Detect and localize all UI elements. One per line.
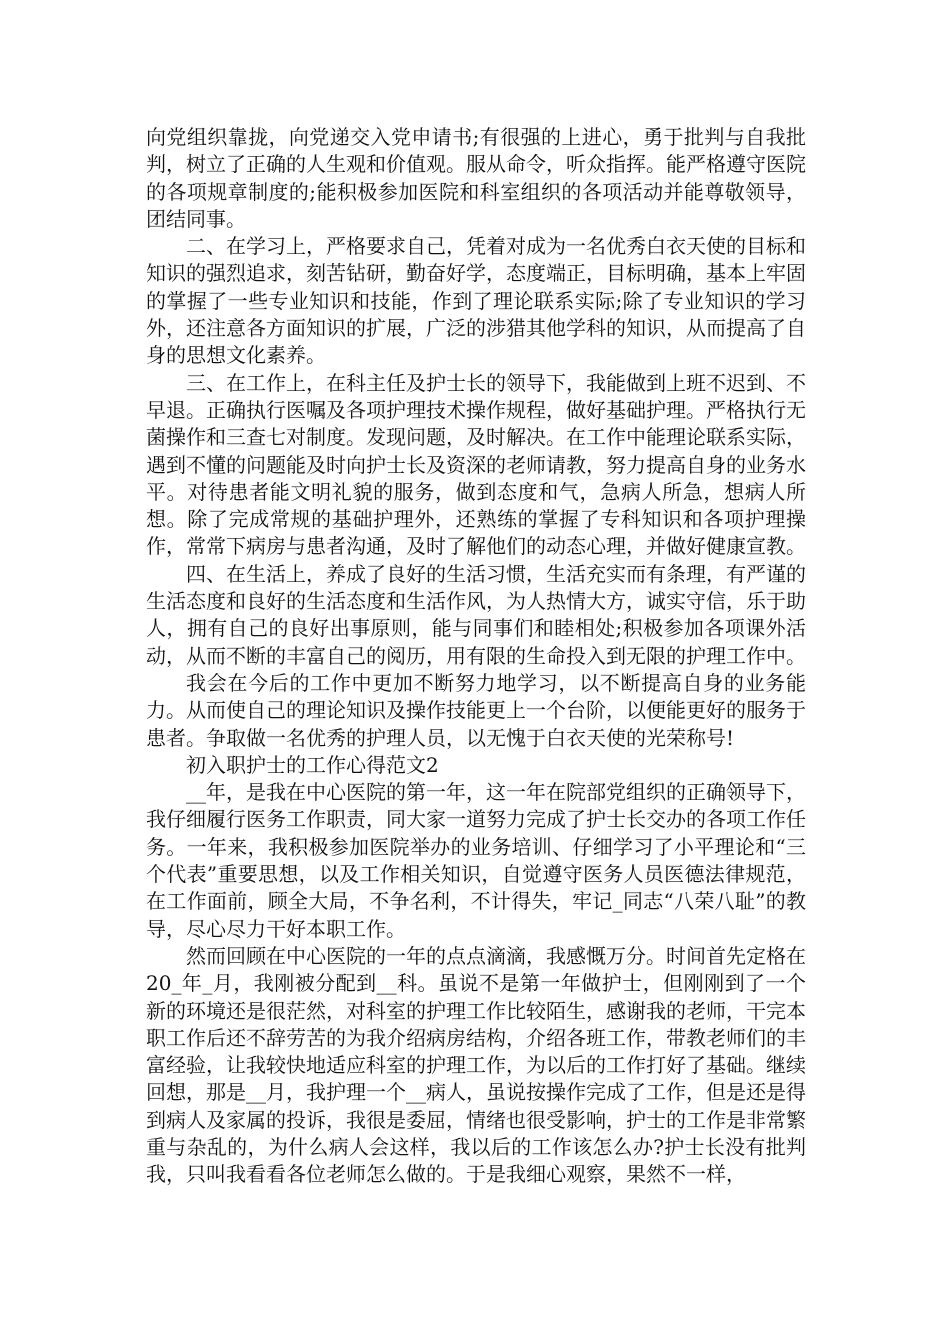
paragraph-2: 二、在学习上，严格要求自己，凭着对成为一名优秀白衣天使的目标和知识的强烈追求，刻苦钻研，勤奋好学，态度端正，目标明确，基本上牢固的掌握了一些专业知识和技能，作到了理论联系实际;除了专业知识的学习外，还注意各方面知识的扩展，广泛的涉猎其他学科的知识，从而提高了自身的思想文化素养。 bbox=[146, 234, 806, 368]
paragraph-4: 四、在生活上，养成了良好的生活习惯，生活充实而有条理，有严谨的生活态度和良好的生活态度和生活作风，为人热情大方，诚实守信，乐于助人，拥有自己的良好出事原则，能与同事们和睦相处;积极参加各项课外活动，从而不断的丰富自己的阅历，用有限的生命投入到无限的护理工作中。 bbox=[146, 561, 806, 668]
section-heading: 初入职护士的工作心得范文2 bbox=[186, 752, 439, 777]
paragraph-3: 三、在工作上，在科主任及护士长的领导下，我能做到上班不迟到、不早退。正确执行医嘱及各项护理技术操作规程，做好基础护理。严格执行无菌操作和三查七对制度。发现问题，及时解决。在工作中能理论联系实际，遇到不懂的问题能及时向护士长及资深的老师请教，努力提高自身的业务水平。对待患者能文明礼貌的服务，做到态度和气，急病人所急，想病人所想。除了完成常规的基础护理外，还熟练的掌握了专科知识和各项护理操作，常常下病房与患者沟通，及时了解他们的动态心理，并做好健康宣教。 bbox=[146, 370, 806, 559]
paragraph-7: 然而回顾在中心医院的一年的点点滴滴，我感慨万分。时间首先定格在20_年_月，我刚被分配到__科。虽说不是第一年做护士，但刚刚到了一个新的环境还是很茫然，对科室的护理工作比较陌生，感谢我的老师，干完本职工作后还不辞劳苦的为我介绍病房结构，介绍各班工作，带教老师们的丰富经验，让我较快地适应科室的护理工作，为以后的工作打好了基础。继续回想，那是__月，我护理一个__病人，虽说按操作完成了工作，但是还是得到病人及家属的投诉，我很是委屈，情绪也很受影响，护士的工作是非常繁重与杂乱的，为什么病人会这样，我以后的工作该怎么办?护士长没有批判我，只叫我看看各位老师怎么做的。于是我细心观察，果然不一样， bbox=[146, 943, 806, 1187]
document-body bbox=[146, 124, 806, 1189]
paragraph-5: 我会在今后的工作中更加不断努力地学习，以不断提高自身的业务能力。从而使自己的理论知识及操作技能更上一个台阶，以便能更好的服务于患者。争取做一名优秀的护理人员，以无愧于白衣天使的光荣称号! bbox=[146, 670, 806, 750]
paragraph-1: 向党组织靠拢，向党递交入党申请书;有很强的上进心，勇于批判与自我批判，树立了正确的人生观和价值观。服从命令，听众指挥。能严格遵守医院的各项规章制度的;能积极参加医院和科室组织的各项活动并能尊敬领导，团结同事。 bbox=[146, 125, 806, 231]
paragraph-6: __年，是我在中心医院的第一年，这一年在院部党组织的正确领导下，我仔细履行医务工作职责，同大家一道努力完成了护士长交办的各项工作任务。一年来，我积极参加医院举办的业务培训、仔细学习了小平理论和“三个代表”重要思想，以及工作相关知识，自觉遵守医务人员医德法律规范，在工作面前，顾全大局，不争名利，不计得失，牢记_同志“八荣八耻”的教导，尽心尽力干好本职工作。 bbox=[146, 780, 806, 941]
